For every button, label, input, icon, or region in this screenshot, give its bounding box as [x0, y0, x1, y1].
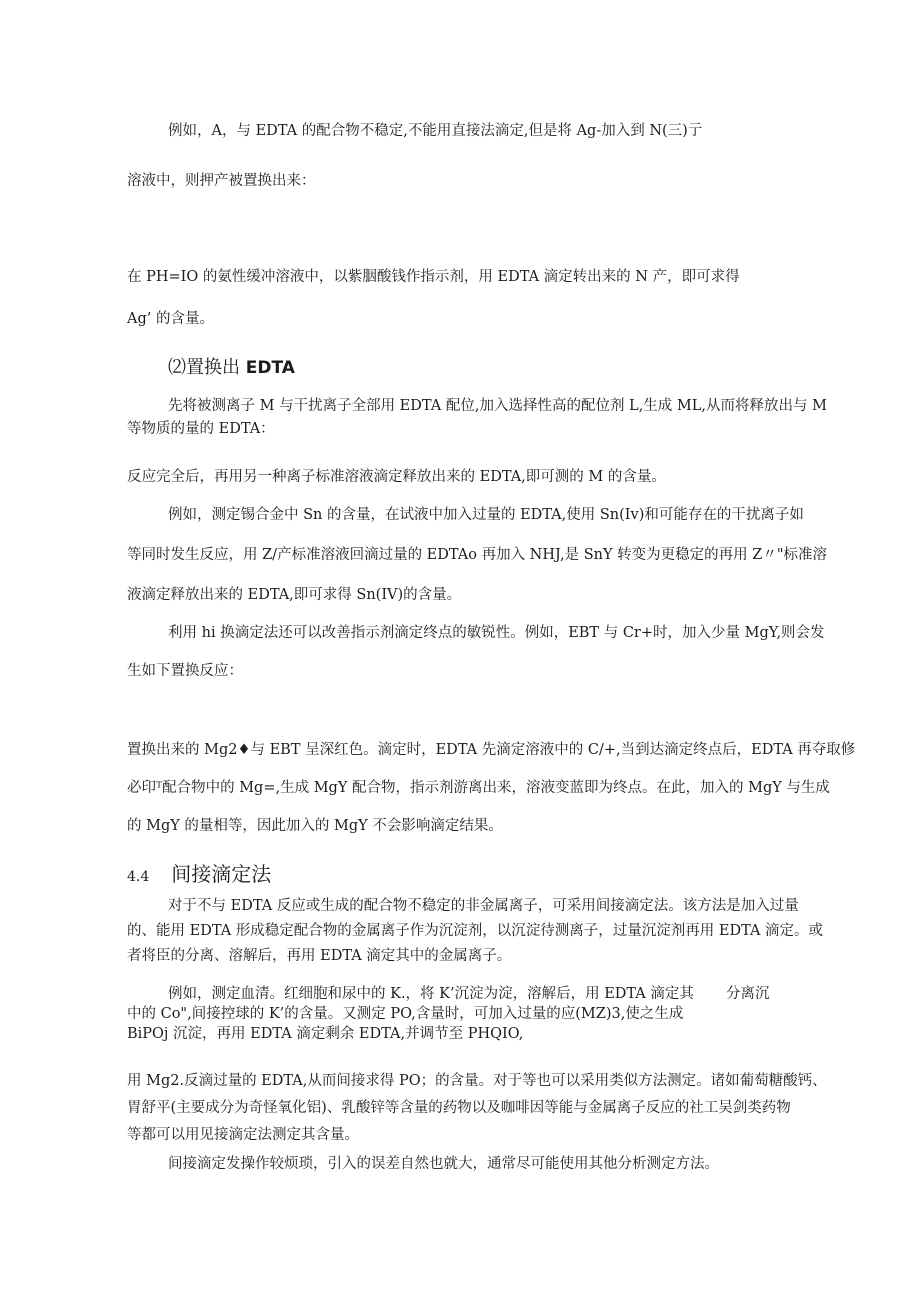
p8-line2: 的、能用 EDTA 形成稳定配合物的金属离子作为沉淀剂，以沉淀待测离子，过量沉淀剂再用 EDTA 滴定。或	[127, 923, 824, 939]
p9-line3: BiPOj 沉淀，再用 EDTA 滴定剩余 EDTA,并调节至 PHQIO,	[127, 1026, 524, 1042]
p5-line2: 等同时发生反应，用 Z/产标准溶液回滴过量的 EDTAo 再加入 NHJ,是 SnY 转变为更稳定的再用 Z〃"标准溶	[127, 547, 828, 563]
section-heading-displace-edta	[168, 357, 295, 379]
p10-line1: 用 Mg2.反滴过量的 EDTA,从而间接求得 PO；的含量。对于等也可以采用类似方法测定。诸如葡萄糖酸钙、	[127, 1073, 827, 1089]
p1-line1: 例如，A，与 EDTA 的配合物不稳定,不能用直接法滴定,但是将 Ag-加入到 N(三)亍	[168, 123, 703, 139]
section-heading-indirect-titration	[127, 858, 271, 887]
p2-line2: Ag’ 的含量。	[127, 311, 214, 327]
p10-line2: 胃舒平(主要成分为奇怪氧化铝)、乳酸锌等含量的药物以及咖啡因等能与金属离子反应的社工吴剑类药物	[127, 1100, 791, 1116]
p7-line1: 置换出来的 Mg2♦与 EBT 呈深红色。滴定时，EDTA 先滴定溶液中的 C/+,当到达滴定终点后，EDTA 再夺取修	[127, 742, 856, 758]
p3-line1: 先将被测离子 M 与干扰离子全部用 EDTA 配位,加入选择性高的配位剂 L,生成 ML,从而将释放出与 M	[168, 398, 827, 414]
p7-line3: 的 MgY 的量相等，因此加入的 MgY 不会影响滴定结果。	[127, 818, 503, 834]
p7-line2: 必印ᵀ配合物中的 Mg=,生成 MgY 配合物，指示剂游离出来，溶液变蓝即为终点。在此，加入的 MgY 与生成	[127, 780, 830, 796]
p8-line1: 对于不与 EDTA 反应或生成的配合物不稳定的非金属离子，可采用间接滴定法。该方法是加入过量	[168, 898, 799, 914]
p10-line3: 等都可以用见接滴定法测定其含量。	[127, 1127, 359, 1143]
p4-line1: 反应完全后，再用另一种离子标准溶液滴定释放出来的 EDTA,即可测的 M 的含量。	[127, 469, 666, 485]
section-heading-label: ⑵置换出	[168, 357, 240, 378]
section-number: 4.4	[127, 869, 150, 885]
p11-line1: 间接滴定发操作较烦琐，引入的误差自然也就大，通常尽可能使用其他分析测定方法。	[168, 1156, 719, 1172]
section-heading-bold: EDTA	[245, 358, 295, 378]
p2-line1: 在 PH=IO 的氨性缓冲溶液中，以紫胭酸钱作指示剂，用 EDTA 滴定转出来的 N 产，即可求得	[127, 269, 740, 285]
p3-line2: 等物质的量的 EDTA：	[127, 421, 275, 437]
section-title: 间接滴定法	[171, 862, 272, 886]
p9-side-note: 分离沉	[726, 986, 770, 1002]
p9-line2: 中的 Co",间接控球的 K’的含量。又测定 PO,含量时，可加入过量的应(MZ)3,使之生成	[127, 1006, 684, 1022]
p8-line3: 者将臣的分离、溶解后，再用 EDTA 滴定其中的金属离子。	[127, 948, 512, 964]
p1-line2: 溶液中，则押产被置换出来：	[127, 173, 316, 189]
p5-line3: 液滴定释放出来的 EDTA,即可求得 Sn(IV)的含量。	[127, 587, 462, 603]
p6-line2: 生如下置换反应：	[127, 663, 243, 679]
p5-line1: 例如，测定锡合金中 Sn 的含量，在试液中加入过量的 EDTA,使用 Sn(Iv)和可能存在的干扰离子如	[168, 507, 804, 523]
p9-line1: 例如，测定血清。红细胞和尿中的 K.，将 K’沉淀为淀，溶解后，用 EDTA 滴定其	[168, 986, 694, 1002]
p6-line1: 利用 hi 换滴定法还可以改善指示剂滴定终点的敏锐性。例如，EBT 与 Cr+时，加入少量 MgY,则会发	[168, 625, 825, 641]
